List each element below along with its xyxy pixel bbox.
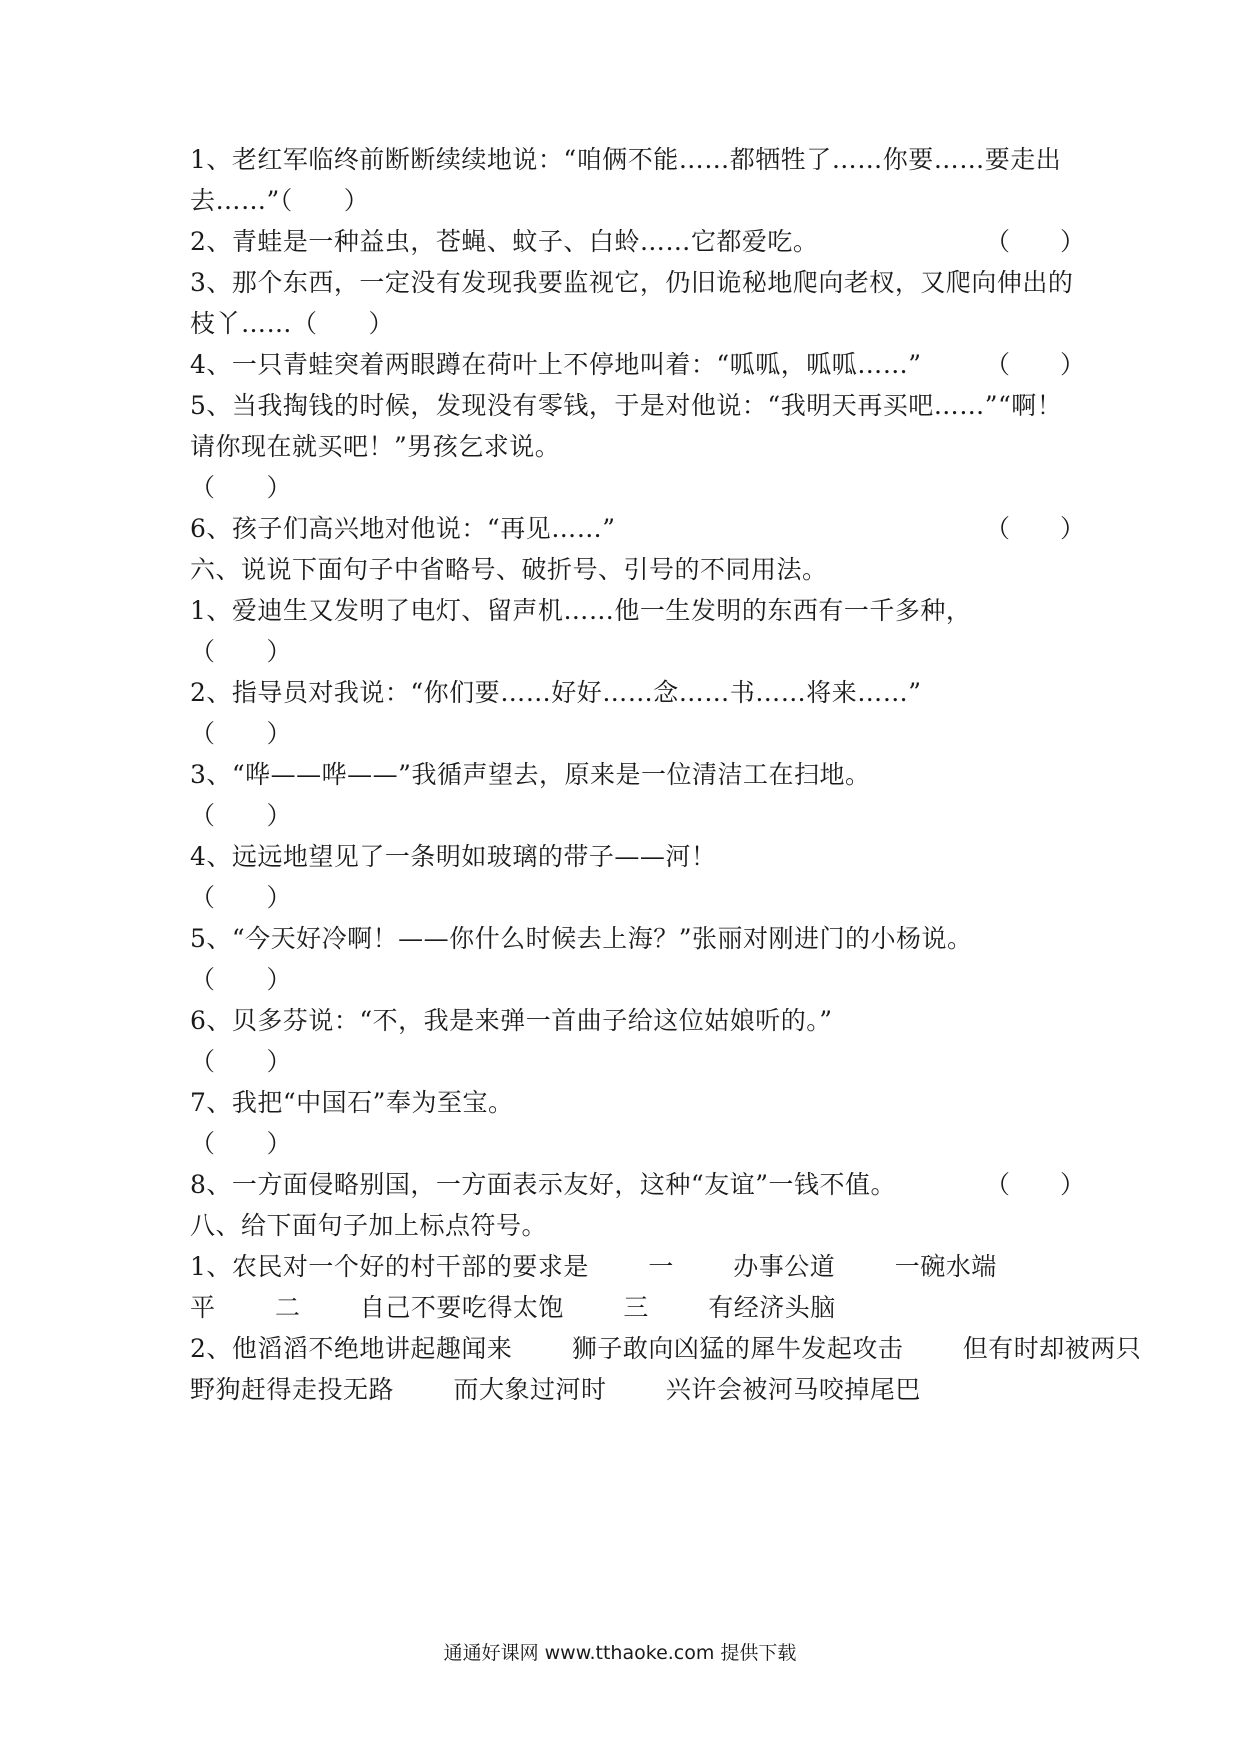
- s6-item-1-answer-blank: （ ）: [190, 637, 293, 666]
- s6-item-7-text: 7、我把“中国石”奉为至宝。: [190, 1088, 514, 1117]
- q5-2-answer-blank: （ ）: [985, 227, 1086, 256]
- q5-3-line1: 3、那个东西，一定没有发现我要监视它，仍旧诡秘地爬向老杈，又爬向伸出的: [190, 268, 1074, 297]
- s6-item-2-text: 2、指导员对我说：“你们要……好好……念……书……将来……”: [190, 678, 922, 707]
- s6-item-5-answer-blank: （ ）: [190, 965, 293, 994]
- s8-q1-line1: 1、农民对一个好的村干部的要求是 一 办事公道 一碗水端: [190, 1252, 997, 1281]
- s6-item-6-answer-blank: （ ）: [190, 1047, 293, 1076]
- section6-title: 六、说说下面句子中省略号、破折号、引号的不同用法。: [190, 555, 828, 584]
- s6-item-4-answer-blank: （ ）: [190, 883, 293, 912]
- s8-q1-line2: 平 二 自己不要吃得太饱 三 有经济头脑: [190, 1293, 836, 1322]
- s6-item-3-text: 3、“哗——哗——”我循声望去，原来是一位清洁工在扫地。: [190, 760, 871, 789]
- q5-6-answer-blank: （ ）: [985, 514, 1086, 543]
- s6-item-5-text: 5、“今天好冷啊！——你什么时候去上海？”张丽对刚进门的小杨说。: [190, 924, 973, 953]
- s6-item-2-answer-blank: （ ）: [190, 719, 293, 748]
- s6-item-8-text: 8、一方面侵略别国，一方面表示友好，这种“友谊”一钱不值。: [190, 1170, 896, 1199]
- q5-5-line2: 请你现在就买吧！”男孩乞求说。: [190, 432, 561, 461]
- s8-q2-line2: 野狗赶得走投无路 而大象过河时 兴许会被河马咬掉尾巴: [190, 1375, 921, 1404]
- q5-2-text: 2、青蛙是一种益虫，苍蝇、蚊子、白蛉……它都爱吃。: [190, 227, 819, 256]
- q5-4-text: 4、一只青蛙突着两眼蹲在荷叶上不停地叫着：“呱呱，呱呱……”: [190, 350, 922, 379]
- q5-1-line1: 1、老红军临终前断断续续地说：“咱俩不能……都牺牲了……你要……要走出: [190, 145, 1062, 174]
- s6-item-7-answer-blank: （ ）: [190, 1129, 293, 1158]
- s6-item-8-answer-blank: （ ）: [985, 1170, 1086, 1199]
- s8-q2-line1: 2、他滔滔不绝地讲起趣闻来 狮子敢向凶猛的犀牛发起攻击 但有时却被两只: [190, 1334, 1142, 1363]
- s6-item-1-text: 1、爱迪生又发明了电灯、留声机……他一生发明的东西有一千多种，: [190, 596, 972, 625]
- q5-5-line1: 5、当我掏钱的时候，发现没有零钱，于是对他说：“我明天再买吧……”“啊！: [190, 391, 1063, 420]
- s6-item-6-text: 6、贝多芬说：“不，我是来弹一首曲子给这位姑娘听的。”: [190, 1006, 833, 1035]
- q5-1-line2: 去……”（ ）: [190, 186, 370, 215]
- s6-item-3-answer-blank: （ ）: [190, 801, 293, 830]
- s6-item-4-text: 4、远远地望见了一条明如玻璃的带子——河！: [190, 842, 717, 871]
- q5-3-line2: 枝丫……（ ）: [190, 309, 395, 338]
- page-footer: 通通好课网 www.tthaoke.com 提供下载: [443, 1642, 797, 1664]
- section8-title: 八、给下面句子加上标点符号。: [190, 1211, 548, 1240]
- q5-4-answer-blank: （ ）: [985, 350, 1086, 379]
- q5-5-answer-blank: （ ）: [190, 473, 293, 502]
- q5-6-text: 6、孩子们高兴地对他说：“再见……”: [190, 514, 616, 543]
